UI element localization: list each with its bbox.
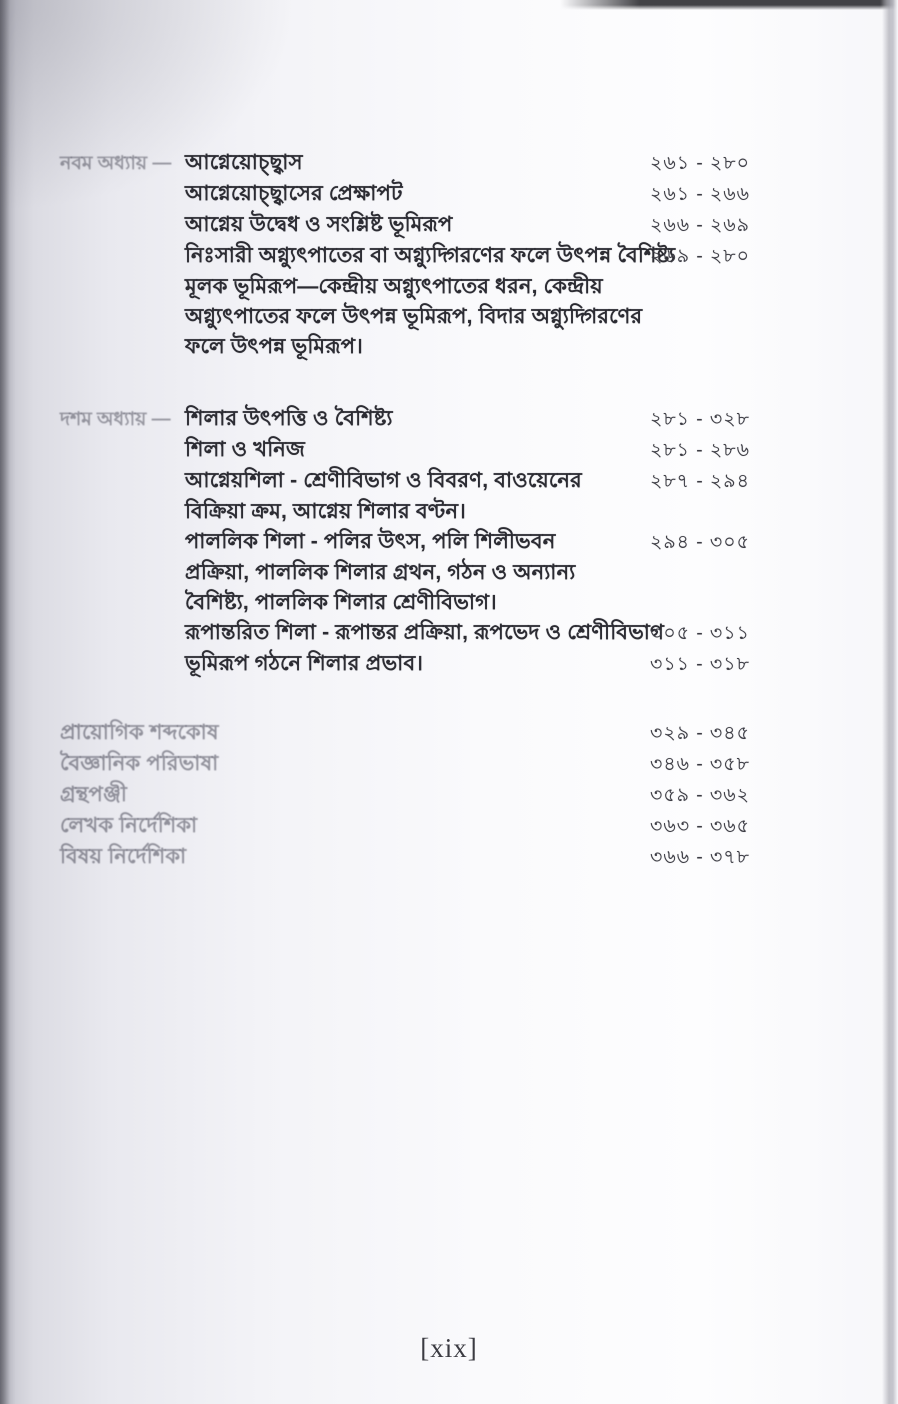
page-range: ৩২৯ - ৩৪৫ [650,723,750,744]
entry-title: ফলে উৎপন্ন ভূমিরূপ। [185,335,363,358]
page-range: ২৬১ - ২৬৬ [650,184,750,205]
toc-row [60,497,760,527]
page-range: ২৮১ - ৩২৮ [650,409,750,430]
toc-row [60,210,760,241]
page-range: ৩৫৯ - ৩৬২ [650,785,750,806]
page-range: ৩৬৩ - ৩৬৫ [650,816,750,837]
toc-row [60,332,760,362]
scan-right-edge [882,0,898,1404]
toc-row [60,179,760,210]
page-range: ২৮৭ - ২৯৪ [650,471,750,492]
entry-title: বৈশিষ্ট্য, পাললিক শিলার শ্রেণীবিভাগ। [185,591,497,614]
toc-row [60,272,760,302]
entry-title: মূলক ভূমিরূপ—কেন্দ্রীয় অগ্ন্যুৎপাতের ধরন, কেন্দ্রীয় [185,275,603,298]
toc-row [60,749,760,780]
toc-row [60,811,760,842]
entry-title: আগ্নেয় উদ্বেধ ও সংশ্লিষ্ট ভূমিরূপ [185,213,453,236]
page-range: ২৮১ - ২৮৬ [650,440,750,461]
toc-row [60,649,760,680]
entry-title: আগ্নেয়োচ্ছ্বাস [185,151,303,174]
chapter-label: নবম অধ্যায় — [60,153,172,174]
toc-row [60,302,760,332]
toc-row [60,718,760,749]
toc-row [60,148,760,179]
entry-title: বৈজ্ঞানিক পরিভাষা [60,752,219,775]
entry-title: শিলা ও খনিজ [185,438,306,461]
entry-title: আগ্নেয়োচ্ছ্বাসের প্রেক্ষাপট [185,182,403,205]
toc-row [60,618,760,649]
entry-title: বিক্রিয়া ক্রম, আগ্নেয় শিলার বণ্টন। [185,500,466,523]
toc-row [60,404,760,435]
page-range: ৩০৫ - ৩১১ [650,623,750,644]
toc-row [60,435,760,466]
scan-gutter-shadow [0,0,10,1404]
toc-section-back-matter [60,718,760,873]
entry-title: বিষয় নির্দেশিকা [60,845,187,868]
entry-title: আগ্নেয়শিলা - শ্রেণীবিভাগ ও বিবরণ, বাওয়েনের [185,469,582,492]
entry-title: প্রক্রিয়া, পাললিক শিলার গ্রথন, গঠন ও অন্যান্য [185,561,576,584]
toc-row [60,588,760,618]
toc-section-chapter-9 [60,148,760,362]
toc-row [60,558,760,588]
entry-title: ভূমিরূপ গঠনে শিলার প্রভাব। [185,652,424,675]
toc-row [60,842,760,873]
toc-row [60,780,760,811]
scan-top-edge [0,0,898,10]
chapter-label: দশম অধ্যায় — [60,409,171,430]
entry-title: নিঃসারী অগ্ন্যুৎপাতের বা অগ্ন্যুদ্গিরণের ফলে উৎপন্ন বৈশিষ্ট্য [185,244,676,267]
page-range: ২৬৬ - ২৬৯ [650,215,750,236]
entry-title: গ্রন্থপঞ্জী [60,783,128,806]
table-of-contents [60,148,760,873]
entry-title: প্রায়োগিক শব্দকোষ [60,721,219,744]
entry-title: রূপান্তরিত শিলা - রূপান্তর প্রক্রিয়া, রূপভেদ ও শ্রেণীবিভাগ [185,621,665,644]
page-range: ২৬১ - ২৮০ [650,153,750,174]
entry-title: লেখক নির্দেশিকা [60,814,198,837]
page-range: ৩৪৬ - ৩৫৮ [650,754,750,775]
toc-row [60,241,760,272]
toc-row [60,466,760,497]
entry-title: পাললিক শিলা - পলির উৎস, পলি শিলীভবন [185,530,556,553]
page-range: ৩১১ - ৩১৮ [650,654,750,675]
entry-title: অগ্ন্যুৎপাতের ফলে উৎপন্ন ভূমিরূপ, বিদার অগ্ন্যুদ্গিরণের [185,305,643,328]
page-range: ২৬৯ - ২৮০ [650,246,750,267]
page-range: ৩৬৬ - ৩৭৮ [650,847,750,868]
toc-section-chapter-10 [60,404,760,680]
page-range: ২৯৪ - ৩০৫ [650,532,750,553]
entry-title: শিলার উৎপত্তি ও বৈশিষ্ট্য [185,407,393,430]
toc-row [60,527,760,558]
page-number-folio: [xix] [420,1333,478,1363]
